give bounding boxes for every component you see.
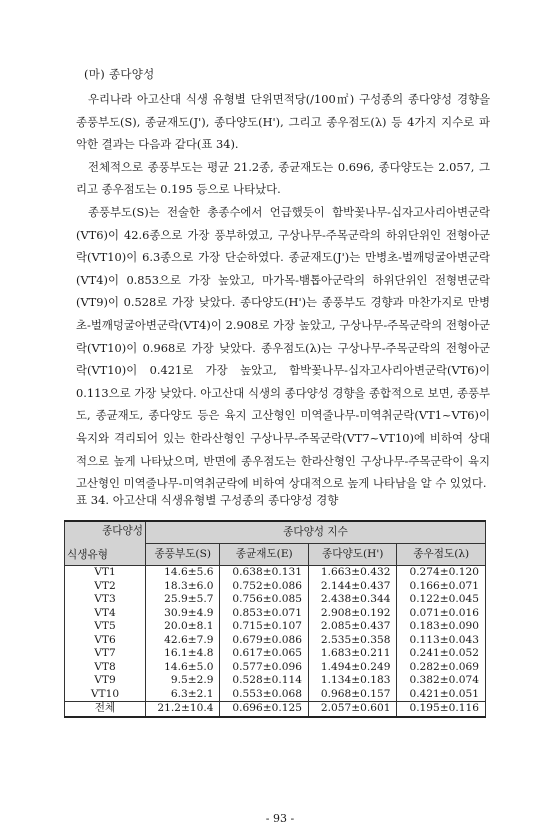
table-cell: 0.553±0.068 [220, 688, 309, 702]
row-label: VT1 [65, 566, 146, 580]
table-cell: 0.113±0.043 [397, 634, 486, 648]
table-corner-header [65, 521, 146, 566]
table-caption: 표 34. 아고산대 식생유형별 구성종의 종다양성 경향 [76, 493, 339, 507]
row-label: VT9 [65, 674, 146, 688]
table-cell: 0.282±0.069 [397, 661, 486, 675]
table-cell: 0.071±0.016 [397, 607, 486, 621]
corner-bottom-label: 식생유형 [67, 548, 108, 561]
table-cell: 0.752±0.086 [220, 580, 309, 594]
table-row [65, 688, 486, 702]
table-cell: 0.638±0.131 [220, 566, 309, 580]
table-cell: 18.3±6.0 [146, 580, 220, 594]
group-header: 종다양성 지수 [146, 521, 486, 544]
table-cell: 1.494±0.249 [308, 661, 397, 675]
row-label: VT5 [65, 620, 146, 634]
table-row [65, 566, 486, 580]
row-label: VT7 [65, 647, 146, 661]
table-cell: 1.134±0.183 [308, 674, 397, 688]
table-cell: 0.183±0.090 [397, 620, 486, 634]
table-cell: 42.6±7.9 [146, 634, 220, 648]
diversity-table [64, 520, 486, 718]
table-cell: 20.0±8.1 [146, 620, 220, 634]
table-row [65, 580, 486, 594]
table-cell: 1.683±0.211 [308, 647, 397, 661]
table-row [65, 674, 486, 688]
body-text [76, 88, 490, 495]
table-cell: 6.3±2.1 [146, 688, 220, 702]
table-cell: 2.908±0.192 [308, 607, 397, 621]
table-cell: 0.696±0.125 [220, 702, 309, 717]
table-row [65, 634, 486, 648]
table-row [65, 647, 486, 661]
row-label: VT10 [65, 688, 146, 702]
table-cell: 0.382±0.074 [397, 674, 486, 688]
row-label: 전체 [65, 702, 146, 717]
table-row [65, 593, 486, 607]
table-cell: 2.535±0.358 [308, 634, 397, 648]
table-cell: 0.679±0.086 [220, 634, 309, 648]
table-cell: 0.617±0.065 [220, 647, 309, 661]
table-cell: 0.715±0.107 [220, 620, 309, 634]
paragraph-summary: 전체적으로 종풍부도는 평균 21.2종, 종균재도는 0.696, 종다양도는 2.057, 그리고 종우점도는 0.195 등으로 나타났다. [76, 159, 490, 197]
table-cell: 0.421±0.051 [397, 688, 486, 702]
table-row [65, 607, 486, 621]
corner-top-label: 종다양성 [102, 525, 143, 537]
row-label: VT8 [65, 661, 146, 675]
table-cell: 2.144±0.437 [308, 580, 397, 594]
column-header-evenness: 종균재도(E) [220, 544, 309, 566]
table-row [65, 620, 486, 634]
table-cell: 2.057±0.601 [308, 702, 397, 717]
table-cell: 0.577±0.096 [220, 661, 309, 675]
table-body [65, 566, 486, 717]
table-cell: 16.1±4.8 [146, 647, 220, 661]
page-number: - 93 - [265, 812, 295, 825]
table-cell: 21.2±10.4 [146, 702, 220, 717]
column-header-diversity: 종다양도(H') [308, 544, 397, 566]
table-cell: 30.9±4.9 [146, 607, 220, 621]
table-cell: 9.5±2.9 [146, 674, 220, 688]
table-cell: 0.528±0.114 [220, 674, 309, 688]
row-label: VT3 [65, 593, 146, 607]
table-cell: 25.9±5.7 [146, 593, 220, 607]
row-label: VT2 [65, 580, 146, 594]
table-cell: 0.195±0.116 [397, 702, 486, 717]
table-cell: 0.166±0.071 [397, 580, 486, 594]
table-cell: 0.274±0.120 [397, 566, 486, 580]
table-cell: 0.853±0.071 [220, 607, 309, 621]
table-cell: 14.6±5.0 [146, 661, 220, 675]
table-cell: 14.6±5.6 [146, 566, 220, 580]
table-cell: 0.122±0.045 [397, 593, 486, 607]
paragraph-intro: 우리나라 아고산대 식생 유형별 단위면적당(/100㎡) 구성종의 종다양성 경향을 종풍부도(S), 종균재도(J'), 종다양도(H'), 그리고 종우점도(λ) 등 4가지 지수로 파악한 결과는 다음과 같다(표 34). [76, 92, 490, 152]
table-cell: 0.968±0.157 [308, 688, 397, 702]
table-cell: 2.085±0.437 [308, 620, 397, 634]
table-row [65, 661, 486, 675]
table-cell: 1.663±0.432 [308, 566, 397, 580]
column-header-richness: 종풍부도(S) [146, 544, 220, 566]
table-header-row [65, 521, 486, 544]
paragraph-detail: 종풍부도(S)는 전술한 총종수에서 언급했듯이 함박꽃나무-십자고사리아변군락(VT6)이 42.6종으로 가장 풍부하였고, 구상나무-주목군락의 하위단위인 전형아군락(VT10)이 6.3종으로 가장 단순하였다. 종균재도(J')는 만병초-벌깨덩굴아변군락(VT4)이 0.853으로 가장 높았고, 마가목-뱀톱아군락의 하위단위인 전형변군락(VT9)이 0.528로 가장 낮았다. 종다양도(H')는 종풍부도 경향과 마찬가지로 만병초-벌깨덩굴아변군락(VT4)이 2.908로 가장 높았고, 구상나무-주목군락의 전형아군락(VT10)이 0.968로 가장 낮았다. 종우점도(λ)는 구상나무-주목군락의 전형아군락(VT10)이 0.421로 가장 높았고, 함박꽃나무-십자고사리아변군락(VT6)이 0.113으로 가장 낮았다. 아고산대 식생의 종다양성 경향을 종합적으로 보면, 종풍부도, 종균재도, 종다양도 등은 육지 고산형인 미역줄나무-미역취군락(VT1~VT6)이 육지와 격리되어 있는 한라산형인 구상나무-주목군락(VT7~VT10)에 비하여 상대적으로 높게 나타났으며, 반면에 종우점도는 한라산형인 구상나무-주목군락이 육지 고산형인 미역줄나무-미역취군락에 비하여 상대적으로 높게 나타남을 알 수 있었다. [76, 204, 490, 491]
table-cell: 0.241±0.052 [397, 647, 486, 661]
table-row [65, 702, 486, 717]
column-header-dominance: 종우점도(λ) [397, 544, 486, 566]
row-label: VT6 [65, 634, 146, 648]
table-cell: 2.438±0.344 [308, 593, 397, 607]
section-heading: (마) 종다양성 [84, 67, 155, 81]
table-cell: 0.756±0.085 [220, 593, 309, 607]
row-label: VT4 [65, 607, 146, 621]
